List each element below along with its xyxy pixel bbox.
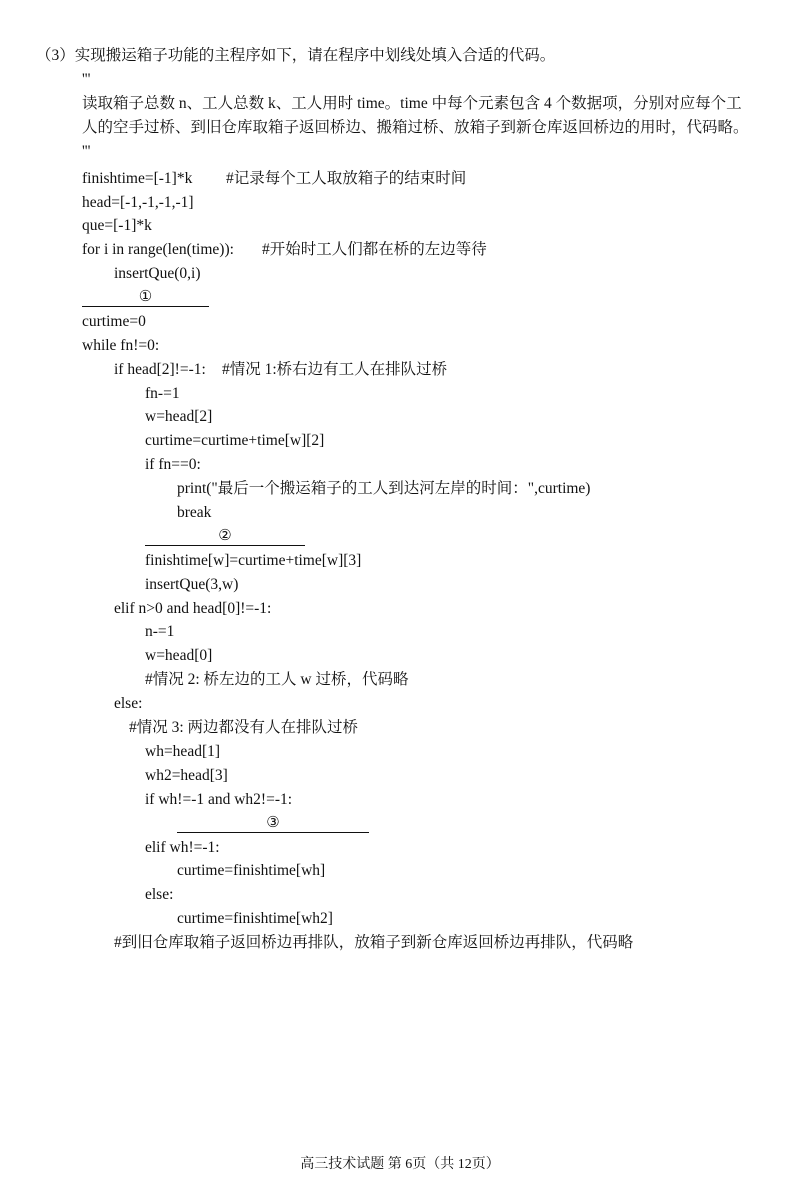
code-line: elif n>0 and head[0]!=-1:	[114, 600, 272, 617]
code-line: curtime=finishtime[wh]	[177, 862, 326, 879]
code-line: else:	[114, 695, 143, 712]
docstring-open: '''	[82, 71, 91, 88]
code-comment: #情况 1:桥右边有工人在排队过桥	[222, 361, 448, 378]
code-comment: #开始时工人们都在桥的左边等待	[262, 241, 487, 258]
code-line: for i in range(len(time)):	[82, 241, 234, 258]
code-line: while fn!=0:	[82, 337, 160, 354]
code-line: head=[-1,-1,-1,-1]	[82, 194, 194, 211]
code-line: print("最后一个搬运箱子的工人到达河左岸的时间：",curtime)	[177, 480, 591, 497]
code-line: w=head[2]	[145, 408, 213, 425]
code-comment: #情况 2: 桥左边的工人 w 过桥，代码略	[145, 671, 409, 688]
page-footer: 高三技术试题 第 6页（共 12页）	[300, 1157, 500, 1172]
code-comment: #情况 3: 两边都没有人在排队过桥	[129, 719, 359, 736]
code-comment: #记录每个工人取放箱子的结束时间	[226, 170, 467, 187]
description-line-2: 人的空手过桥、到旧仓库取箱子返回桥边、搬箱过桥、放箱子到新仓库返回桥边的用时，代码略。	[82, 119, 749, 136]
answer-blank-2[interactable]: ②	[145, 527, 305, 546]
code-line: fn-=1	[145, 385, 180, 402]
code-line: w=head[0]	[145, 647, 213, 664]
code-line: que=[-1]*k	[82, 217, 152, 234]
code-line: wh2=head[3]	[145, 767, 228, 784]
code-line: if wh!=-1 and wh2!=-1:	[145, 791, 293, 808]
code-line: break	[177, 504, 212, 521]
code-line: finishtime[w]=curtime+time[w][3]	[145, 552, 362, 569]
code-line: n-=1	[145, 623, 175, 640]
code-line: elif wh!=-1:	[145, 839, 220, 856]
docstring-close: '''	[82, 143, 91, 160]
answer-blank-1[interactable]: ①	[82, 288, 209, 307]
code-line: curtime=finishtime[wh2]	[177, 910, 333, 927]
code-line: if fn==0:	[145, 456, 201, 473]
code-line: curtime=curtime+time[w][2]	[145, 432, 325, 449]
code-line: insertQue(0,i)	[114, 265, 201, 282]
code-comment: #到旧仓库取箱子返回桥边再排队，放箱子到新仓库返回桥边再排队，代码略	[114, 934, 634, 951]
code-line: insertQue(3,w)	[145, 576, 239, 593]
code-line: if head[2]!=-1:	[114, 361, 206, 378]
code-line: finishtime=[-1]*k	[82, 170, 193, 187]
answer-blank-3[interactable]: ③	[177, 814, 369, 833]
code-line: else:	[145, 886, 174, 903]
code-line: wh=head[1]	[145, 743, 221, 760]
code-line: curtime=0	[82, 313, 146, 330]
description-line-1: 读取箱子总数 n、工人总数 k、工人用时 time。time 中每个元素包含 4 个数据项，分别对应每个工	[82, 95, 742, 112]
question-header: （3）实现搬运箱子功能的主程序如下，请在程序中划线处填入合适的代码。	[36, 47, 556, 64]
